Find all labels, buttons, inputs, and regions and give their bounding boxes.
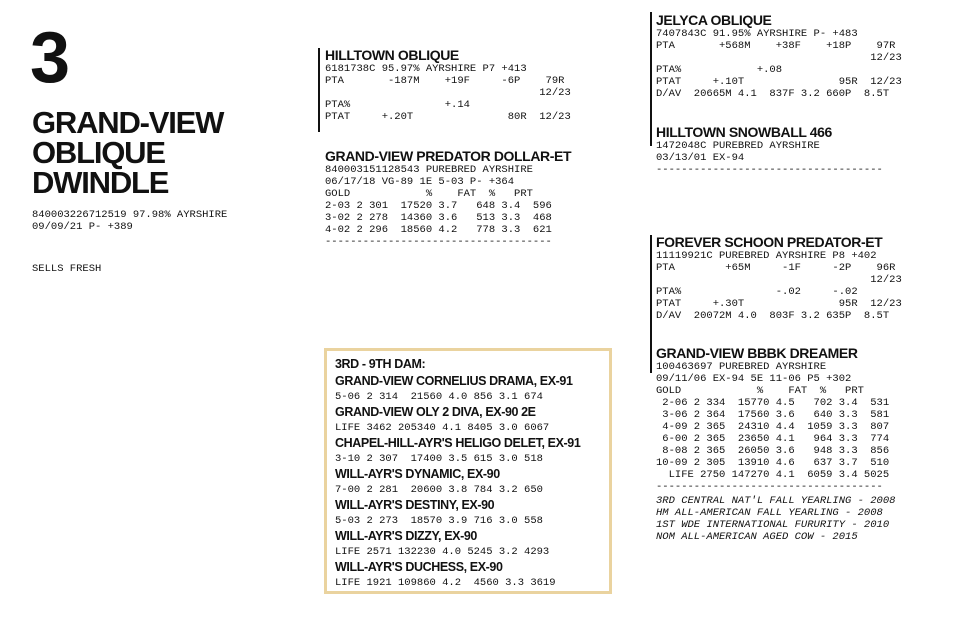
animal-name-line: OBLIQUE (32, 135, 165, 170)
dam-entry-name: CHAPEL-HILL-AYR'S HELIGO DELET, EX-91 (335, 436, 581, 450)
sire-bracket (318, 48, 320, 132)
dam-entry-record: 7-00 2 281 20600 3.8 784 3.2 650 (335, 484, 543, 496)
maternal-granddam-record-row: 10-09 2 305 13910 4.6 637 3.7 510 (656, 457, 890, 469)
animal-registration: 840003226712519 97.98% AYRSHIRE (32, 209, 228, 221)
maternal-granddam-record-row: 6-00 2 365 23650 4.1 964 3.3 774 (656, 433, 890, 445)
sire-pta-line: PTA% +.14 (325, 99, 470, 111)
maternal-granddam-registration: 100463697 PUREBRED AYRSHIRE (656, 361, 827, 373)
maternal-grandsire-pta-line: PTAT +.30T 95R 12/23 (656, 298, 902, 310)
paternal-granddam-block (656, 124, 883, 176)
sire-block (325, 47, 571, 123)
dam-entry-record: LIFE 2571 132230 4.0 5245 3.2 4293 (335, 546, 550, 558)
honor-line: 3RD CENTRAL NAT'L FALL YEARLING - 2008 (656, 495, 896, 507)
honor-line: NOM ALL-AMERICAN AGED COW - 2015 (656, 531, 858, 543)
paternal-grandsire-pta-line: PTA +568M +38F +18P 97R (656, 40, 896, 52)
dam-entry-name: WILL-AYR'S DIZZY, EX-90 (335, 529, 477, 543)
dam-entry-name: GRAND-VIEW OLY 2 DIVA, EX-90 2E (335, 405, 536, 419)
dam-name: GRAND-VIEW PREDATOR DOLLAR-ET (325, 148, 572, 164)
paternal-grandsire-registration: 7407843C 91.95% AYRSHIRE P- +483 (656, 28, 858, 40)
dam-block (325, 148, 571, 248)
sire-name: HILLTOWN OBLIQUE (325, 47, 459, 63)
paternal-granddam-divider: ------------------------------------ (656, 164, 883, 176)
paternal-grandsire-pta-line: 12/23 (656, 52, 902, 64)
sire-pta-line: PTAT +.20T 80R 12/23 (325, 111, 571, 123)
maternal-grandsire-pta-line: 12/23 (656, 274, 902, 286)
maternal-granddam-record-header: GOLD % FAT % PRT (656, 385, 864, 397)
animal-birth-info: 09/09/21 P- +389 (32, 221, 133, 233)
paternal-grandsire-pta-line: D/AV 20665M 4.1 837F 3.2 660P 8.5T (656, 88, 890, 100)
maternal-granddam-record-row: 3-06 2 364 17560 3.6 640 3.3 581 (656, 409, 890, 421)
honor-line: HM ALL-AMERICAN FALL YEARLING - 2008 (656, 507, 883, 519)
honor-line: 1ST WDE INTERNATIONAL FURURITY - 2010 (656, 519, 890, 531)
animal-name (32, 105, 224, 200)
dams-box-title: 3RD - 9TH DAM: (335, 357, 426, 371)
dam-entry-record: LIFE 1921 109860 4.2 4560 3.3 3619 (335, 577, 556, 589)
maternal-grandsire-pta-line: PTA +65M -1F -2P 96R (656, 262, 896, 274)
dam-entry-record: 3-10 2 307 17400 3.5 615 3.0 518 (335, 453, 543, 465)
maternal-granddam-record-row: 4-09 2 365 24310 4.4 1059 3.3 807 (656, 421, 890, 433)
dam-entry-record: LIFE 3462 205340 4.1 8405 3.0 6067 (335, 422, 550, 434)
dam-record-header: GOLD % FAT % PRT (325, 188, 533, 200)
paternal-grandsire-pta-line: PTAT +.10T 95R 12/23 (656, 76, 902, 88)
dam-entry-name: WILL-AYR'S DUCHESS, EX-90 (335, 560, 503, 574)
sire-pta-line: 12/23 (325, 87, 571, 99)
maternal-grandsire-pta-line: PTA% -.02 -.02 (656, 286, 858, 298)
dam-divider: ------------------------------------ (325, 236, 552, 248)
maternal-grandsire-name: FOREVER SCHOON PREDATOR-ET (656, 234, 883, 250)
dam-registration: 840003151128543 PUREBRED AYRSHIRE (325, 164, 533, 176)
paternal-grandsire-pta-line: PTA% +.08 (656, 64, 783, 76)
dam-record-row: 3-02 2 278 14360 3.6 513 3.3 468 (325, 212, 552, 224)
lot-number: 3 (30, 18, 71, 98)
maternal-granddam-record-row: 8-08 2 365 26050 3.6 948 3.3 856 (656, 445, 890, 457)
dam-record-row: 2-03 2 301 17520 3.7 648 3.4 596 (325, 200, 552, 212)
animal-name-line: DWINDLE (32, 165, 169, 200)
dam-entry-record: 5-03 2 273 18570 3.9 716 3.0 558 (335, 515, 543, 527)
dam-entry-record: 5-06 2 314 21560 4.0 856 3.1 674 (335, 391, 543, 403)
maternal-granddam-record-row: LIFE 2750 147270 4.1 6059 3.4 5025 (656, 469, 890, 481)
paternal-grandsire-block (656, 12, 902, 100)
dam-entry-name: WILL-AYR'S DYNAMIC, EX-90 (335, 467, 500, 481)
dam-entry-name: WILL-AYR'S DESTINY, EX-90 (335, 498, 495, 512)
maternal-bracket (650, 235, 652, 373)
sire-registration: 6181738C 95.97% AYRSHIRE P7 +413 (325, 63, 527, 75)
paternal-grandsire-name: JELYCA OBLIQUE (656, 12, 772, 28)
paternal-granddam-classification: 03/13/01 EX-94 (656, 152, 745, 164)
paternal-bracket (650, 12, 652, 146)
dams-box (324, 348, 612, 594)
dam-entry-name: GRAND-VIEW CORNELIUS DRAMA, EX-91 (335, 374, 573, 388)
maternal-granddam-name: GRAND-VIEW BBBK DREAMER (656, 345, 858, 361)
maternal-granddam-block (656, 345, 895, 543)
paternal-granddam-name: HILLTOWN SNOWBALL 466 (656, 124, 832, 140)
maternal-grandsire-block (656, 234, 902, 322)
sire-pta-line: PTA -187M +19F -6P 79R (325, 75, 565, 87)
paternal-granddam-registration: 1472048C PUREBRED AYRSHIRE (656, 140, 820, 152)
maternal-granddam-classification: 09/11/06 EX-94 5E 11-06 P5 +302 (656, 373, 852, 385)
dam-classification: 06/17/18 VG-89 1E 5-03 P- +364 (325, 176, 515, 188)
dam-record-row: 4-02 2 296 18560 4.2 778 3.3 621 (325, 224, 552, 236)
maternal-grandsire-pta-line: D/AV 20072M 4.0 803F 3.2 635P 8.5T (656, 310, 890, 322)
maternal-granddam-divider: ------------------------------------ (656, 481, 883, 493)
maternal-granddam-record-row: 2-06 2 334 15770 4.5 702 3.4 531 (656, 397, 890, 409)
sale-note: SELLS FRESH (32, 263, 102, 275)
maternal-grandsire-registration: 11119921C PUREBRED AYRSHIRE P8 +402 (656, 250, 877, 262)
animal-name-line: GRAND-VIEW (32, 105, 224, 140)
